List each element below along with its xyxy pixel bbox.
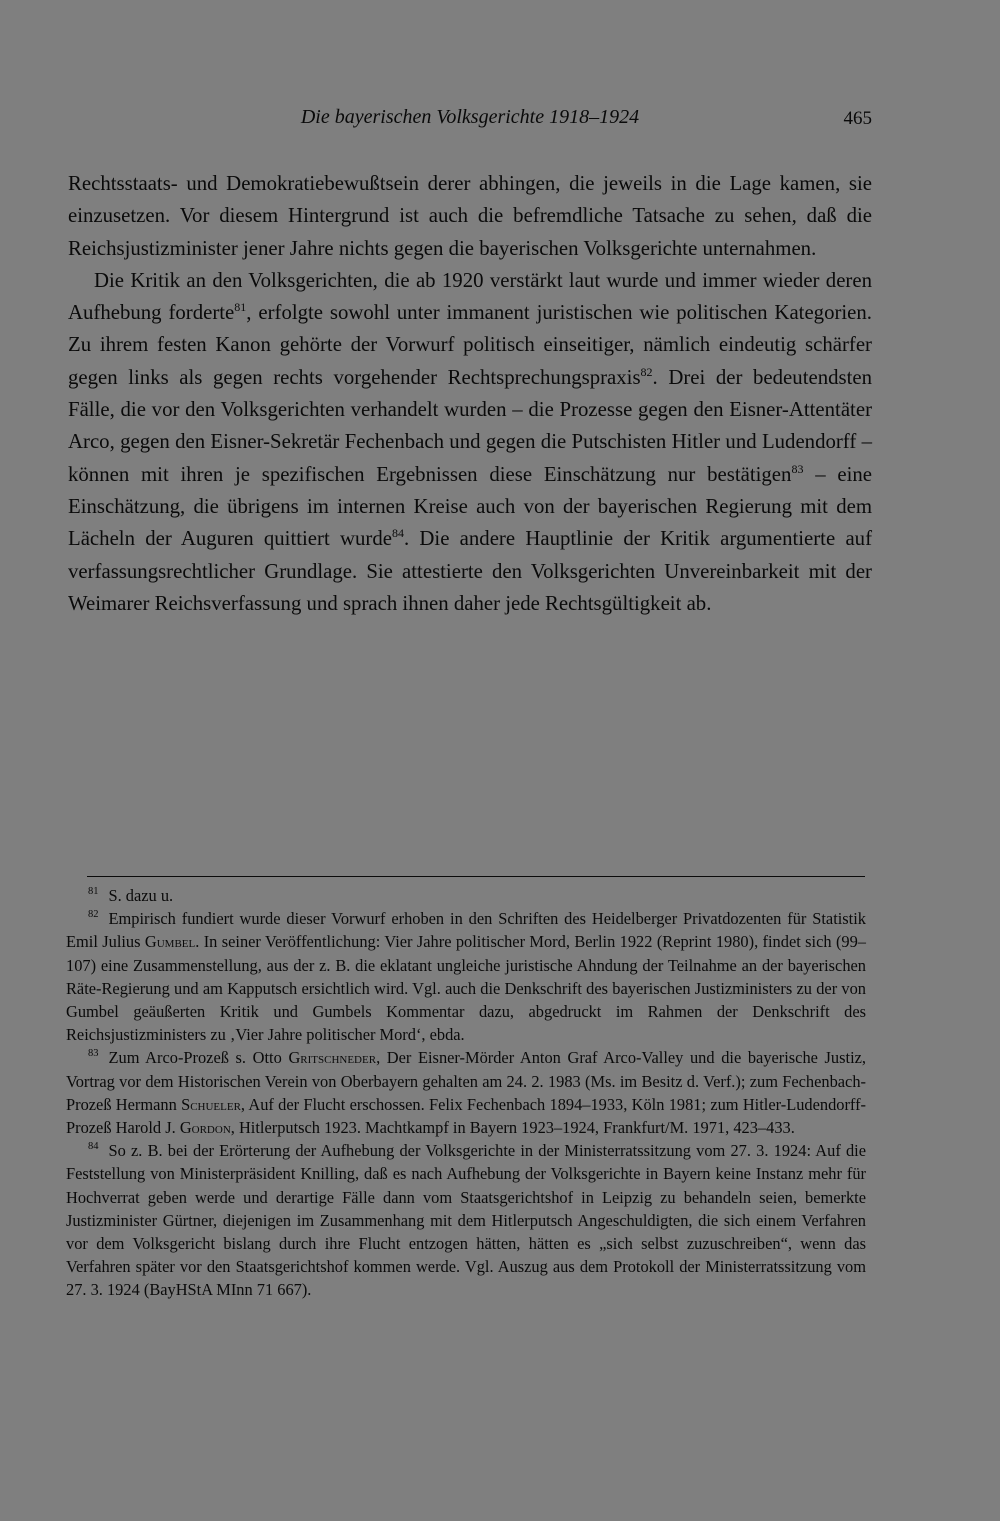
paragraph-2-part-a: Die Kritik an den Volksgerichten, die ab 1920 verstärkt laut wurde und immer wieder deren Aufhebung forderte [68,268,872,325]
author-name: Gordon [179,1118,231,1138]
running-title: Die bayerischen Volksgerichte 1918–1924 [300,106,640,128]
footnote-number: 83 [88,1048,99,1060]
paragraph-1: Rechtsstaats- und Demokratiebewußtsein derer abhingen, die jeweils in die Lage kamen, sie einzusetzen. Vor diesem Hintergrund ist auch die befremdliche Tatsache zu sehen, daß die Reichsjustizminister jener Jahre nichts gegen die bayerischen Volksgerichte unternahmen. [68,172,872,260]
footnote-number: 82 [88,909,99,921]
paragraph-2-part-c: . Drei der bedeutendsten Fälle, die vor den Volksgerichten verhandelt wurden – die Prozesse gegen den Eisner-Attentäter Arco, gegen den Eisner-Sekretär Fechenbach und gegen die Putschisten Hitler und Ludendorff – können mit ihren je spezifischen Ergebnissen diese Einschätzung nur bestätigen [68,365,872,486]
author-name: Gritschneder [288,1048,377,1068]
footnote-number: 81 [88,886,99,897]
footnote-text: , Der Eisner-Mörder Anton Graf Arco-Valley und die bayerische Justiz, Vortrag vor dem Historischen Verein von Oberbayern gehalten am 24. 2. 1983 (Ms. im Besitz d. Verf.); zum Fechenbach-Prozeß Hermann [66,1048,866,1114]
paragraph-2 [68,265,872,620]
footnote-divider [87,876,865,877]
footnote-number: 84 [88,1141,99,1153]
footnotes [66,884,866,1302]
author-name: Schueler [181,1094,241,1114]
footnote-83 [66,1046,866,1139]
footnote-ref-82[interactable]: 82 [640,364,653,379]
footnote-text: . In seiner Veröffentlichung: Vier Jahre politischer Mord, Berlin 1922 (Reprint 1980), findet sich (99–107) eine Zusammenstellung, aus der z. B. die eklatant ungleiche juristische Ahndung der Teilnahme an der bayerischen Räte-Regierung und am Kapputsch ersichtlich wird. Vgl. auch die Denkschrift des bayerischen Justizministers zu der von Gumbel geäußerten Kritik und Gumbels Kommentar dazu, abgedruckt im Rahmen der Denkschrift des Reichsjustizministers zu ‚Vier Jahre politischer Mord‘, ebda. [66,932,866,1045]
page-number: 465 [843,108,872,129]
paragraph-2-part-e: . Die andere Hauptlinie der Kritik argumentierte auf verfassungsrechtlicher Grundlage. Sie attestierte den Volksgerichten Unvereinbarkeit mit der Weimarer Reichsverfassung und sprach ihnen daher jede Rechtsgültigkeit ab. [68,527,872,615]
footnote-ref-81[interactable]: 81 [234,300,247,315]
footnote-84 [66,1139,866,1301]
footnote-text: Empirisch fundiert wurde dieser Vorwurf erhoben in den Schriften des Heidelberger Privatdozenten für Statistik Emil Julius [66,909,866,952]
footnote-ref-84[interactable]: 84 [391,526,404,541]
footnote-text: Zum Arco-Prozeß s. Otto [108,1048,289,1068]
footnote-ref-83[interactable]: 83 [791,461,804,476]
author-name: Gumbel [144,932,196,952]
body-text [68,168,872,620]
footnote-text: So z. B. bei der Erörterung der Aufhebung der Volksgerichte in der Ministerratssitzung vom 27. 3. 1924: Auf die Feststellung von Ministerpräsident Knilling, daß es nach Aufhebung der Volksgerichte in Bayern keine Instanz mehr für Hochverrat geben werde und derartige Fälle dann vom Staatsgerichtshof in Leipzig zu behandeln seien, bemerkte Justizminister Gürtner, diejenigen im Zusammenhang mit dem Hitlerputsch Angeschuldigten, die sich einem Verfahren vor dem Volksgericht bislang durch ihre Flucht entzogen hätten, hätten es „sich selbst zuzuschreiben“, wenn das Verfahren später vor den Staatsgerichtshof kommen werde. Vgl. Auszug aus dem Protokoll der Ministerratssitzung vom 27. 3. 1924 (BayHStA MInn 71 667). [66,1141,866,1300]
running-head [68,104,872,138]
footnote-text: , Auf der Flucht erschossen. Felix Fechenbach 1894–1933, Köln 1981; zum Hitler-Ludendorff-Prozeß Harold J. [66,1094,866,1138]
footnote-text: S. dazu u. [108,886,174,905]
paragraph-2-part-b: , erfolgte sowohl unter immanent juristischen wie politischen Kategorien. Zu ihrem festen Kanon gehörte der Vorwurf politisch einseitiger, nämlich eindeutig schärfer gegen links als gegen rechts vorgehender Rechtsprechungspraxis [68,301,873,389]
footnote-81 [66,884,866,907]
paragraph-2-part-d: – eine Einschätzung, die übrigens im internen Kreise auch von der bayerischen Regierung mit dem Lächeln der Auguren quittiert wurde [68,462,873,551]
footnote-82 [66,907,866,1046]
footnote-text: , Hitlerputsch 1923. Machtkampf in Bayern 1923–1924, Frankfurt/M. 1971, 423–433. [230,1118,795,1138]
